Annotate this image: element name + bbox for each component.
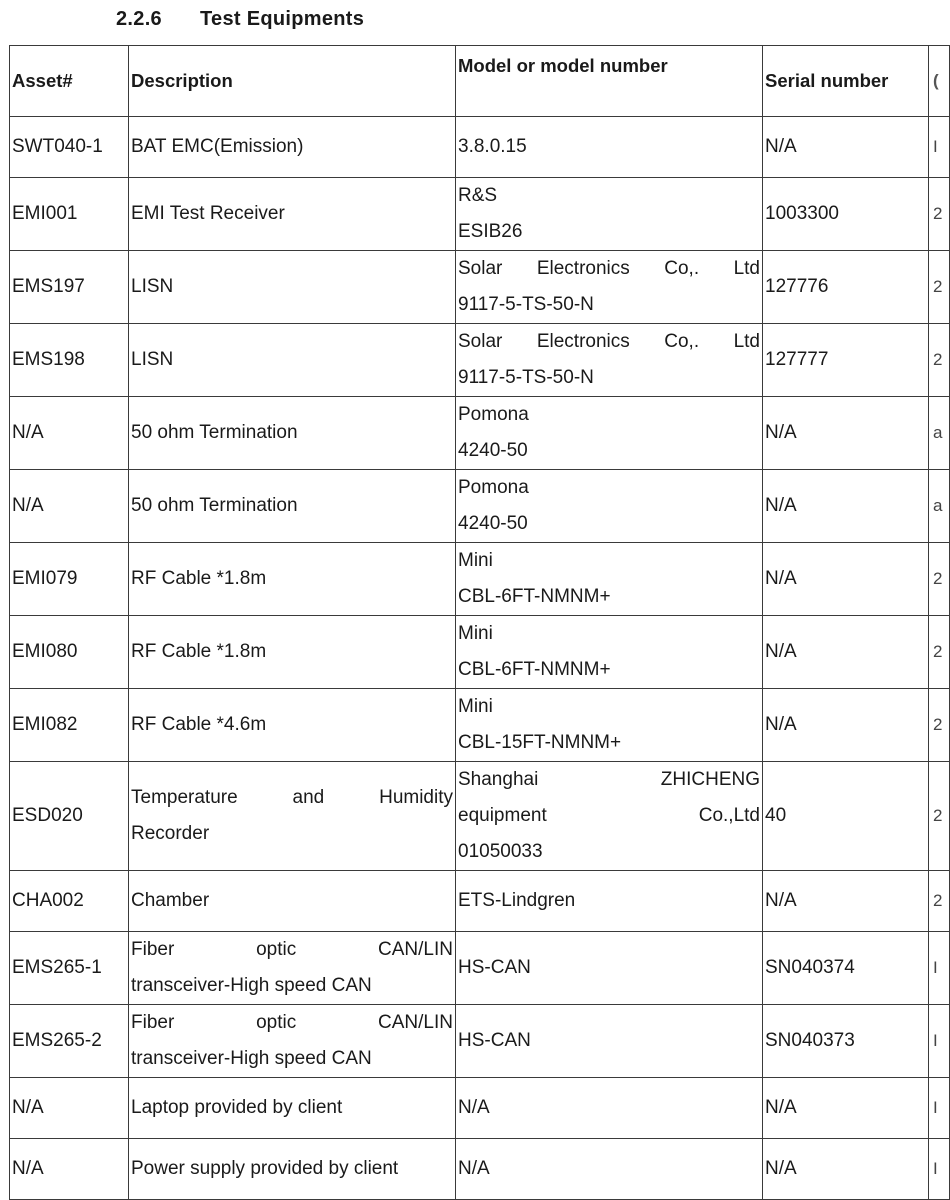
test-equipment-table [9, 45, 950, 1200]
table-row [10, 762, 950, 871]
cell-model [456, 1078, 763, 1139]
cell-asset: EMS198 [10, 324, 129, 397]
cell-cut-off: I [929, 1078, 950, 1139]
cell-cut-off: 2 [929, 616, 950, 689]
cell-serial: N/A [763, 871, 929, 932]
cell-description [129, 871, 456, 932]
cell-asset: EMI079 [10, 543, 129, 616]
cell-model-line: Pomona [458, 477, 529, 498]
cell-serial: SN040373 [763, 1005, 929, 1078]
cell-description-line: transceiver-High speed CAN [131, 975, 372, 996]
cell-model-line: 01050033 [458, 841, 543, 862]
cell-serial: N/A [763, 1078, 929, 1139]
cell-description [129, 397, 456, 470]
cell-model-line: equipment Co.,Ltd [458, 805, 760, 826]
cell-cut-off: 2 [929, 178, 950, 251]
cell-cut-off: I [929, 117, 950, 178]
cell-description-line: RF Cable *4.6m [131, 714, 267, 735]
cell-serial: N/A [763, 470, 929, 543]
cell-cut-off: I [929, 1005, 950, 1078]
cell-model-line: N/A [458, 1097, 490, 1118]
cell-cut-off: 2 [929, 871, 950, 932]
cell-model-line: Solar Electronics Co,. Ltd [458, 258, 760, 279]
cell-model [456, 251, 763, 324]
cell-serial: N/A [763, 543, 929, 616]
cell-model-line: HS-CAN [458, 1030, 531, 1051]
cell-asset: EMS265-1 [10, 932, 129, 1005]
table-row [10, 543, 950, 616]
cell-model-line: Mini [458, 623, 493, 644]
cell-description-line: Chamber [131, 890, 210, 911]
cell-description [129, 762, 456, 871]
cell-asset: EMS265-2 [10, 1005, 129, 1078]
cell-cut-off: 2 [929, 251, 950, 324]
cell-model-line: 9117-5-TS-50-N [458, 294, 594, 315]
cell-model-line: Pomona [458, 404, 529, 425]
cell-description-line: LISN [131, 276, 174, 297]
cell-asset: N/A [10, 1139, 129, 1200]
cell-model-line: 4240-50 [458, 513, 528, 534]
cell-cut-off: a [929, 470, 950, 543]
cell-model-line: Solar Electronics Co,. Ltd [458, 331, 760, 352]
cell-cut-off: 2 [929, 689, 950, 762]
cell-asset: N/A [10, 397, 129, 470]
cell-description-line: 50 ohm Termination [131, 422, 298, 443]
cell-description [129, 1078, 456, 1139]
cell-model-line: 3.8.0.15 [458, 136, 527, 157]
cell-model-line: R&S [458, 185, 498, 206]
cell-cut-off: 2 [929, 543, 950, 616]
cell-model-line: 4240-50 [458, 440, 528, 461]
cell-model-line: CBL-15FT-NMNM+ [458, 732, 622, 753]
cell-model-line: Shanghai ZHICHENG [458, 769, 760, 790]
cell-model-line: ESIB26 [458, 221, 523, 242]
cell-description [129, 324, 456, 397]
cell-serial: 40 [763, 762, 929, 871]
table-header-row [10, 46, 950, 117]
cell-model [456, 117, 763, 178]
cell-serial: N/A [763, 117, 929, 178]
cell-model-line: CBL-6FT-NMNM+ [458, 586, 611, 607]
table-row [10, 324, 950, 397]
cell-cut-off: 2 [929, 324, 950, 397]
cell-description-line: Fiber optic CAN/LIN [131, 1012, 453, 1033]
cell-description-line: BAT EMC(Emission) [131, 136, 304, 157]
cell-asset: ESD020 [10, 762, 129, 871]
cell-asset: N/A [10, 470, 129, 543]
cell-model [456, 397, 763, 470]
cell-model [456, 1139, 763, 1200]
cell-description [129, 1005, 456, 1078]
cell-model [456, 178, 763, 251]
cell-model [456, 932, 763, 1005]
cell-description [129, 117, 456, 178]
cell-cut-off: a [929, 397, 950, 470]
table-row [10, 470, 950, 543]
cell-model [456, 543, 763, 616]
cell-model-line: CBL-6FT-NMNM+ [458, 659, 611, 680]
table-row [10, 616, 950, 689]
cell-serial: SN040374 [763, 932, 929, 1005]
header-cut-off: ( [929, 46, 950, 117]
section-heading [116, 8, 364, 31]
table-row [10, 251, 950, 324]
cell-description-line: Temperature and Humidity [131, 787, 453, 808]
cell-model-line: N/A [458, 1158, 490, 1179]
cell-asset: CHA002 [10, 871, 129, 932]
cell-description-line: transceiver-High speed CAN [131, 1048, 372, 1069]
cell-description [129, 470, 456, 543]
cell-description-line: Fiber optic CAN/LIN [131, 939, 453, 960]
cell-model [456, 689, 763, 762]
cell-serial: N/A [763, 1139, 929, 1200]
header-model: Model or model number [456, 46, 763, 117]
section-title: Test Equipments [200, 8, 365, 30]
table-row [10, 397, 950, 470]
cell-asset: EMI001 [10, 178, 129, 251]
table-row [10, 689, 950, 762]
header-asset: Asset# [10, 46, 129, 117]
cell-cut-off: I [929, 932, 950, 1005]
cell-description [129, 616, 456, 689]
table-row [10, 1005, 950, 1078]
cell-model-line: HS-CAN [458, 957, 531, 978]
cell-description-line: Recorder [131, 823, 210, 844]
table-row [10, 871, 950, 932]
table-row [10, 117, 950, 178]
cell-serial: N/A [763, 689, 929, 762]
cell-serial: 127776 [763, 251, 929, 324]
cell-serial: 1003300 [763, 178, 929, 251]
cell-model [456, 324, 763, 397]
cell-model [456, 1005, 763, 1078]
cell-asset: EMS197 [10, 251, 129, 324]
cell-model [456, 616, 763, 689]
cell-model [456, 762, 763, 871]
cell-cut-off: 2 [929, 762, 950, 871]
header-description: Description [129, 46, 456, 117]
cell-model-line: Mini [458, 550, 493, 571]
cell-serial: N/A [763, 616, 929, 689]
cell-asset: EMI080 [10, 616, 129, 689]
cell-asset: EMI082 [10, 689, 129, 762]
cell-description-line: 50 ohm Termination [131, 495, 298, 516]
cell-asset: N/A [10, 1078, 129, 1139]
cell-description-line: Laptop provided by client [131, 1097, 343, 1118]
cell-description [129, 689, 456, 762]
cell-description-line: EMI Test Receiver [131, 203, 285, 224]
cell-description [129, 251, 456, 324]
cell-description [129, 1139, 456, 1200]
table-row [10, 178, 950, 251]
cell-description-line: Power supply provided by client [131, 1158, 399, 1179]
cell-description-line: LISN [131, 349, 174, 370]
cell-asset: SWT040-1 [10, 117, 129, 178]
cell-model [456, 871, 763, 932]
cell-description [129, 543, 456, 616]
cell-description-line: RF Cable *1.8m [131, 568, 267, 589]
cell-description [129, 932, 456, 1005]
cell-description [129, 178, 456, 251]
cell-model-line: Mini [458, 696, 493, 717]
table-row [10, 932, 950, 1005]
header-serial: Serial number [763, 46, 929, 117]
table-row [10, 1139, 950, 1200]
section-number: 2.2.6 [116, 8, 162, 30]
cell-serial: N/A [763, 397, 929, 470]
cell-description-line: RF Cable *1.8m [131, 641, 267, 662]
cell-model-line: 9117-5-TS-50-N [458, 367, 594, 388]
cell-cut-off: I [929, 1139, 950, 1200]
cell-model-line: ETS-Lindgren [458, 890, 576, 911]
table-row [10, 1078, 950, 1139]
cell-serial: 127777 [763, 324, 929, 397]
cell-model [456, 470, 763, 543]
